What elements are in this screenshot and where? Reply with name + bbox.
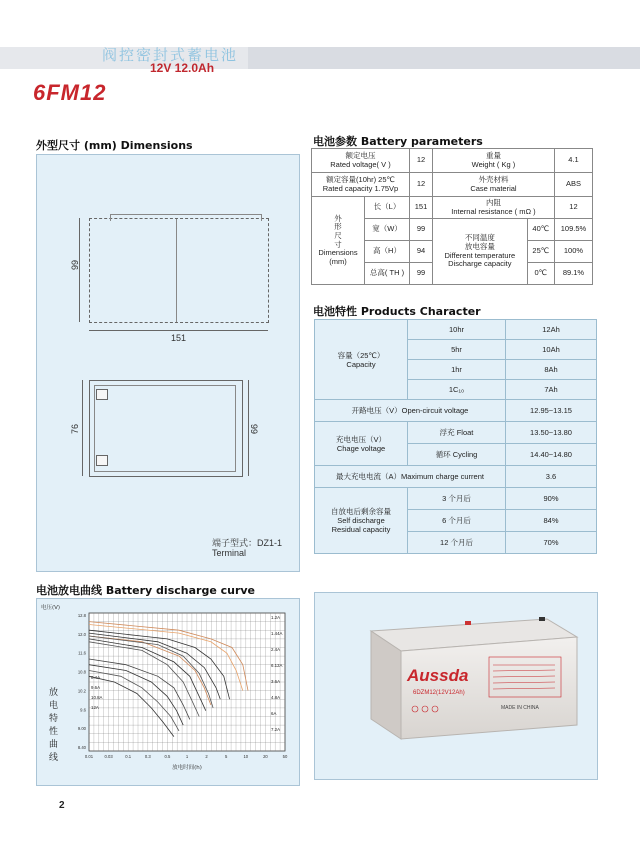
case-material-en: Case material (470, 183, 517, 193)
height-side-label: 99 (249, 423, 260, 435)
discharge-curve-label: 12A (91, 705, 99, 710)
ocv-label: 开路电压（V）Open-circuit voltage (315, 400, 506, 422)
cycling-value: 14.40~14.80 (506, 444, 597, 466)
terminal-black-icon (539, 617, 545, 621)
length-param-value: 151 (410, 197, 433, 219)
dimensions-title (36, 137, 193, 153)
rated-voltage-label (312, 149, 410, 173)
rated-capacity-en: Rated capacity 1.75Vp (322, 183, 399, 193)
header-title-zh: 阀控密封式蓄电池 (102, 46, 239, 64)
chart-side-label-char: 曲 (49, 740, 59, 750)
temp-40-label: 40℃ (527, 219, 554, 241)
month-12-value: 70% (506, 532, 597, 554)
internal-resistance-label (433, 197, 555, 219)
terminal-type-zh: 端子型式：DZ1-1 (212, 538, 283, 548)
chart-y-axis-label: 电压(V) (41, 605, 61, 611)
chart-y-tick-label: 12.8 (77, 613, 86, 618)
charge-voltage-en: Chage voltage (336, 443, 386, 453)
discharge-curve-label: 1.2A (271, 615, 281, 620)
dimensions-title-unit: (mm) (83, 139, 117, 152)
products-title-en: Products Character (360, 305, 481, 318)
battery-params-table (311, 148, 593, 285)
height-front-label: 99 (70, 259, 81, 271)
length-label: 151 (171, 333, 187, 343)
discharge-curve-label: 1.44A (271, 631, 283, 636)
chart-y-tick-label: 9.00 (77, 726, 86, 732)
weight-value: 4.1 (554, 149, 592, 173)
front-view-divider (176, 219, 177, 322)
month-12-label: 12 个月后 (408, 532, 506, 554)
chart-y-tick-label: 10.8 (77, 669, 86, 675)
float-label: 浮充 Float (408, 422, 506, 444)
case-material-label (433, 173, 555, 197)
weight-zh: 重量 (485, 150, 501, 160)
chart-x-tick-label: 0.5 (164, 754, 171, 759)
chart-x-tick-label: 10 (243, 754, 249, 759)
chart-y-tick-label: 9.6 (80, 707, 86, 713)
rate-5hr-value: 10Ah (506, 340, 597, 360)
discharge-curve-label: 4.8A (271, 695, 281, 700)
charge-voltage-zh: 充电电压（V） (335, 434, 386, 444)
chart-title-zh: 电池放电曲线 (36, 584, 102, 597)
rate-5hr-label: 5hr (408, 340, 506, 360)
case-material-zh: 外壳材料 (478, 174, 509, 184)
temp-capacity-label (433, 219, 528, 285)
capacity-label (315, 320, 408, 400)
battery-model-label: 6DZM12(12V12Ah) (413, 690, 465, 696)
chart-title-en: Battery discharge curve (105, 584, 256, 597)
front-view-lid (110, 214, 262, 221)
battery-params-title-en: Battery parameters (360, 135, 483, 148)
top-view-drawing (89, 380, 243, 477)
charge-voltage-label (315, 422, 408, 466)
discharge-curve-label: 10.8A (91, 695, 103, 700)
case-material-value: ABS (554, 173, 592, 197)
temp-25-label: 25℃ (527, 241, 554, 263)
temp-capacity-zh: 不同温度 放电容量 (464, 233, 495, 251)
residual-en2: Residual capacity (331, 525, 391, 534)
month-3-label: 3 个月后 (408, 488, 506, 510)
discharge-curve-label: 9.6A (91, 685, 101, 690)
float-value: 13.50~13.80 (506, 422, 597, 444)
temp-25-value: 100% (554, 241, 592, 263)
temp-40-value: 109.5% (554, 219, 592, 241)
front-view-drawing (89, 218, 269, 323)
ir-zh: 内阻 (485, 197, 501, 207)
products-table (314, 319, 597, 554)
width-dim-line (82, 380, 83, 476)
discharge-curve-label: 7.2A (271, 727, 281, 732)
capacity-en: Capacity (346, 359, 376, 369)
chart-x-tick-label: 2 (205, 754, 208, 759)
chart-title (36, 582, 255, 598)
products-title (313, 303, 481, 319)
temp-0-value: 89.1% (554, 263, 592, 285)
width-param-label: 宽（W） (365, 219, 410, 241)
dimensions-title-zh: 外型尺寸 (36, 139, 80, 152)
length-dim-line (89, 330, 268, 331)
rate-1c-value: 7Ah (506, 380, 597, 400)
chart-x-axis-label: 放电时间(h) (172, 765, 202, 771)
model-name: 6FM12 (33, 80, 107, 105)
rated-voltage-value: 12 (410, 149, 433, 173)
internal-resistance-value: 12 (554, 197, 592, 219)
ocv-value: 12.95~13.15 (506, 400, 597, 422)
dimensions-title-en: Dimensions (120, 139, 193, 152)
dims-group-en: Dimensions (mm) (318, 248, 358, 266)
height-param-value: 94 (410, 241, 433, 263)
width-param-value: 99 (410, 219, 433, 241)
chart-x-tick-label: 5 (225, 754, 228, 759)
weight-en: Weight ( Kg ) (471, 159, 516, 169)
product-photo-panel (314, 592, 598, 780)
temp-capacity-en: Different temperature Discharge capacity (444, 250, 516, 269)
rate-1c-label: 1C₁₀ (408, 380, 506, 400)
rate-10hr-value: 12Ah (506, 320, 597, 340)
chart-x-tick-label: 1 (185, 754, 189, 759)
products-title-zh: 电池特性 (313, 305, 357, 318)
terminal-positive-icon (96, 389, 108, 400)
discharge-curve-label: 3.6A (271, 679, 281, 684)
month-6-value: 84% (506, 510, 597, 532)
rated-voltage-zh: 额定电压 (345, 150, 376, 160)
weight-label (433, 149, 555, 173)
chart-y-tick-label: 11.6 (78, 650, 86, 656)
chart-side-label-char: 线 (49, 753, 59, 763)
chart-side-label-char: 放 (49, 688, 59, 698)
length-param-label: 长（L） (365, 197, 410, 219)
rate-1hr-value: 8Ah (506, 360, 597, 380)
terminal-negative-icon (96, 455, 108, 466)
chart-x-tick-label: 0.03 (104, 754, 113, 759)
page-number: 2 (59, 800, 65, 811)
battery-params-title (313, 133, 483, 149)
ir-en: Internal resistance ( mΩ ) (451, 206, 536, 216)
width-top-label: 76 (70, 423, 81, 435)
residual-en1: Self discharge (337, 516, 385, 525)
discharge-curve-label: 6.12A (271, 663, 283, 668)
max-current-label: 最大充电电流（A）Maximum charge current (315, 466, 506, 488)
chart-side-label (49, 686, 58, 763)
discharge-curve-label: 6A (271, 711, 277, 716)
residual-capacity-label (315, 488, 408, 554)
chart-x-tick-label: 0.3 (144, 754, 151, 759)
total-height-label: 总高( TH ) (365, 263, 410, 285)
header-spec: 12V 12.0Ah (150, 61, 215, 75)
max-current-value: 3.6 (506, 466, 597, 488)
chart-x-tick-label: 20 (263, 754, 268, 759)
battery-params-title-zh: 电池参数 (313, 135, 357, 148)
height-param-label: 高（H） (365, 241, 410, 263)
discharge-curve-label: 2.4A (271, 647, 281, 652)
chart-x-tick-label: 50 (282, 754, 288, 759)
month-6-label: 6 个月后 (408, 510, 506, 532)
chart-side-label-char: 特 (49, 714, 59, 724)
dims-group-zh: 外 形 尺 寸 (334, 213, 342, 249)
terminal-type-en: Terminal (212, 548, 247, 558)
temp-0-label: 0℃ (527, 263, 554, 285)
rated-capacity-label (312, 173, 410, 197)
terminal-red-icon (465, 621, 471, 625)
made-in-china: MADE IN CHINA (501, 705, 539, 711)
chart-y-tick-label: 8.40 (77, 745, 86, 750)
chart-y-tick-label: 12.0 (77, 631, 86, 637)
rate-1hr-label: 1hr (408, 360, 506, 380)
top-view-inner (94, 385, 236, 472)
chart-panel (36, 598, 300, 786)
rated-capacity-zh: 额定容量(10hr) 25℃ (326, 174, 395, 184)
capacity-zh: 容量（25℃） (337, 350, 385, 360)
residual-zh: 自放电后剩余容量 (331, 507, 391, 516)
rated-voltage-en: Rated voltage( V ) (330, 159, 391, 169)
chart-x-tick-label: 0.1 (125, 754, 132, 759)
discharge-curve-label: 8.4A (91, 675, 101, 680)
month-3-value: 90% (506, 488, 597, 510)
cycling-label: 循环 Cycling (408, 444, 506, 466)
brand-logo: Aussda (407, 666, 469, 685)
chart-side-label-char: 电 (49, 701, 59, 711)
chart-y-tick-label: 10.2 (77, 688, 86, 694)
rate-10hr-label: 10hr (408, 320, 506, 340)
dimensions-group-label (312, 197, 365, 285)
chart-side-label-char: 性 (49, 727, 59, 737)
total-height-value: 99 (410, 263, 433, 285)
chart-x-tick-label: 0.01 (84, 754, 94, 759)
header-band-dark (248, 47, 640, 69)
rated-capacity-value: 12 (410, 173, 433, 197)
battery-photo (315, 593, 597, 779)
discharge-chart (37, 599, 299, 785)
